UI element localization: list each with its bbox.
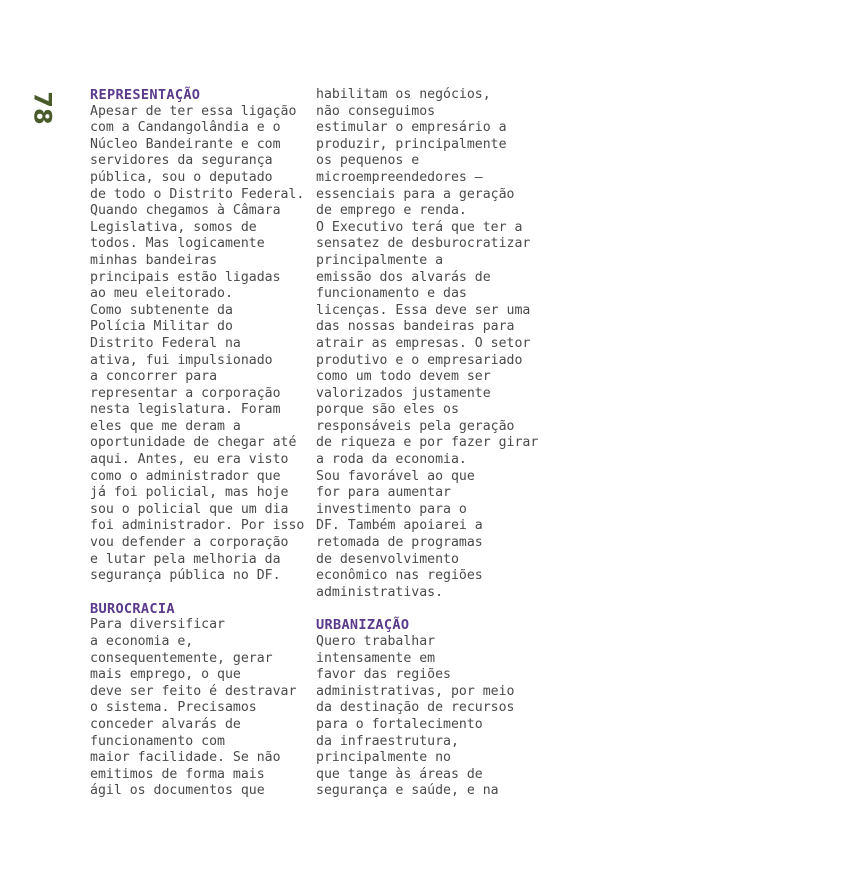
text-line: atrair as empresas. O setor bbox=[316, 335, 531, 351]
text-line: emissão dos alvarás de bbox=[316, 269, 491, 285]
text-line: investimento para o bbox=[316, 501, 467, 517]
text-line: representar a corporação bbox=[90, 385, 281, 401]
text-line: servidores da segurança bbox=[90, 153, 273, 169]
text-line: aqui. Antes, eu era visto bbox=[90, 452, 289, 468]
text-line: de emprego e renda. bbox=[316, 203, 467, 219]
text-line: principalmente a bbox=[316, 252, 444, 268]
text-line: consequentemente, gerar bbox=[90, 650, 273, 666]
text-line: vou defender a corporação bbox=[90, 535, 289, 551]
text-line: Sou favorável ao que bbox=[316, 468, 475, 484]
text-line: pública, sou o deputado bbox=[90, 169, 273, 185]
text-line: já foi policial, mas hoje bbox=[90, 485, 289, 501]
text-line: ágil os documentos que bbox=[90, 783, 265, 799]
text-line: DF. Também apoiarei a bbox=[316, 518, 483, 534]
text-line: licenças. Essa deve ser uma bbox=[316, 302, 531, 318]
page-number-text: 78 bbox=[29, 91, 57, 125]
text-line: administrativas, por meio bbox=[316, 683, 515, 699]
text-line: para o fortalecimento bbox=[316, 716, 483, 732]
left-column bbox=[90, 87, 305, 800]
text-line: produtivo e o empresariado bbox=[316, 352, 523, 368]
text-line: responsáveis pela geração bbox=[316, 418, 515, 434]
text-line: deve ser feito é destravar bbox=[90, 683, 297, 699]
text-line: sensatez de desburocratizar bbox=[316, 236, 531, 252]
text-line: retomada de programas bbox=[316, 535, 483, 551]
text-line: maior facilidade. Se não bbox=[90, 750, 281, 766]
text-line: sou o policial que um dia bbox=[90, 501, 289, 517]
text-line: Polícia Militar do bbox=[90, 319, 233, 335]
section-gap bbox=[316, 601, 531, 617]
text-line: todos. Mas logicamente bbox=[90, 236, 265, 252]
text-line: ativa, fui impulsionado bbox=[90, 352, 273, 368]
text-line: for para aumentar bbox=[316, 485, 451, 501]
text-line: de riqueza e por fazer girar bbox=[316, 435, 539, 451]
text-line: principais estão ligadas bbox=[90, 269, 281, 285]
text-line: foi administrador. Por isso bbox=[90, 518, 305, 534]
text-line: favor das regiões bbox=[316, 667, 451, 683]
section-heading-urbanizacao: URBANIZAÇÃO bbox=[316, 617, 410, 634]
text-line: mais emprego, o que bbox=[90, 667, 241, 683]
text-line: administrativas. bbox=[316, 584, 444, 600]
text-line: essenciais para a geração bbox=[316, 186, 515, 202]
page-number bbox=[29, 90, 57, 126]
section-heading-burocracia: BUROCRACIA bbox=[90, 600, 175, 617]
section-body-continuation bbox=[316, 87, 539, 601]
section-gap bbox=[90, 585, 305, 601]
text-line: nesta legislatura. Foram bbox=[90, 402, 281, 418]
text-line: a concorrer para bbox=[90, 369, 218, 385]
text-line: Para diversificar bbox=[90, 617, 225, 633]
text-line: Núcleo Bandeirante e com bbox=[90, 136, 281, 152]
text-line: de desenvolvimento bbox=[316, 551, 459, 567]
text-line: O Executivo terá que ter a bbox=[316, 219, 523, 235]
text-line: funcionamento e das bbox=[316, 286, 467, 302]
text-line: intensamente em bbox=[316, 650, 436, 666]
text-line: a roda da economia. bbox=[316, 452, 467, 468]
text-line: Apesar de ter essa ligação bbox=[90, 103, 297, 119]
text-line: produzir, principalmente bbox=[316, 136, 507, 152]
text-line: econômico nas regiões bbox=[316, 568, 483, 584]
text-line: segurança pública no DF. bbox=[90, 568, 281, 584]
text-line: das nossas bandeiras para bbox=[316, 319, 515, 335]
section-body-burocracia bbox=[90, 617, 305, 800]
text-line: de todo o Distrito Federal. bbox=[90, 186, 305, 202]
text-line: Quando chegamos à Câmara bbox=[90, 203, 281, 219]
text-line: ao meu eleitorado. bbox=[90, 286, 233, 302]
text-line: minhas bandeiras bbox=[90, 252, 218, 268]
text-line: emitimos de forma mais bbox=[90, 766, 265, 782]
text-line: principalmente no bbox=[316, 750, 451, 766]
text-line: eles que me deram a bbox=[90, 418, 241, 434]
text-line: Como subtenente da bbox=[90, 302, 233, 318]
text-line: como um todo devem ser bbox=[316, 369, 491, 385]
text-line: da destinação de recursos bbox=[316, 700, 515, 716]
text-line: oportunidade de chegar até bbox=[90, 435, 297, 451]
text-line: valorizados justamente bbox=[316, 385, 491, 401]
text-line: a economia e, bbox=[90, 634, 194, 649]
text-line: os pequenos e bbox=[316, 153, 420, 169]
section-heading-representacao: REPRESENTAÇÃO bbox=[90, 87, 201, 103]
text-line: estimular o empresário a bbox=[316, 120, 507, 136]
section-body-representacao bbox=[90, 104, 305, 585]
text-line: funcionamento com bbox=[90, 733, 225, 749]
text-line: o sistema. Precisamos bbox=[90, 700, 257, 716]
text-line: Distrito Federal na bbox=[90, 335, 241, 351]
section-body-urbanizacao bbox=[316, 634, 531, 800]
text-line: habilitam os negócios, bbox=[316, 87, 491, 102]
text-line: que tange às áreas de bbox=[316, 766, 483, 782]
text-line: não conseguimos bbox=[316, 103, 436, 119]
text-line: Quero trabalhar bbox=[316, 634, 436, 649]
right-column bbox=[316, 87, 539, 800]
text-line: da infraestrutura, bbox=[316, 733, 459, 749]
text-line: com a Candangolândia e o bbox=[90, 120, 281, 136]
text-line: conceder alvarás de bbox=[90, 716, 241, 732]
text-line: e lutar pela melhoria da bbox=[90, 551, 281, 567]
text-line: segurança e saúde, e na bbox=[316, 783, 499, 799]
text-line: Legislativa, somos de bbox=[90, 219, 257, 235]
text-line: como o administrador que bbox=[90, 468, 281, 484]
text-line: porque são eles os bbox=[316, 402, 459, 418]
text-line: microempreendedores — bbox=[316, 169, 483, 185]
